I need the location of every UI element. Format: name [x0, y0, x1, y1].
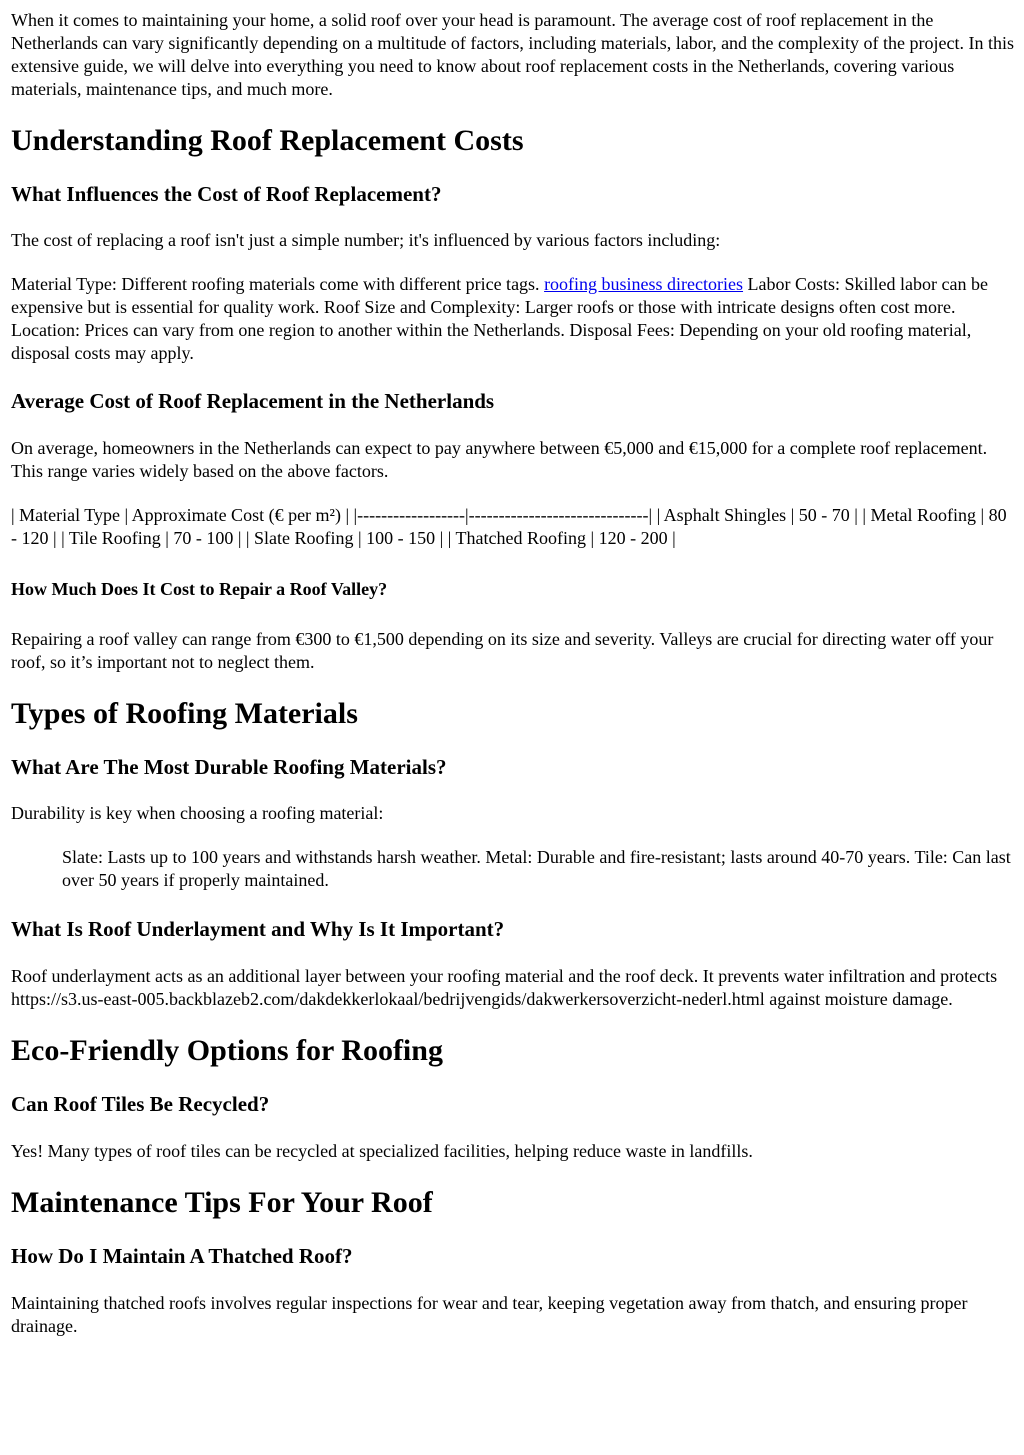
section-heading-materials: Types of Roofing Materials: [11, 697, 358, 730]
section-heading-eco: Eco-Friendly Options for Roofing: [11, 1034, 443, 1067]
question-influences: What Influences the Cost of Roof Replacement?: [11, 182, 442, 206]
intro-paragraph: When it comes to maintaining your home, a solid roof over your head is paramount. The average cost of roof replacement in the Netherlands can vary significantly depending on a multitude of factors, including materials, labor, and the complexity of the project. In this extensive guide, we will delve into everything you need to know about roof replacement costs in the Netherlands, covering various materials, maintenance tips, and much more.: [11, 10, 1014, 99]
durability-paragraph: Durability is key when choosing a roofing material:: [11, 803, 384, 823]
average-cost-paragraph: On average, homeowners in the Netherlands can expect to pay anywhere between €5,000 and €15,000 for a complete roof replacement. This range varies widely based on the above factors.: [11, 438, 988, 481]
question-recycle-tiles: Can Roof Tiles Be Recycled?: [11, 1092, 270, 1116]
question-durable-materials: What Are The Most Durable Roofing Materials?: [11, 755, 447, 779]
thatched-roof-paragraph: Maintaining thatched roofs involves regular inspections for wear and tear, keeping vegetation away from thatch, and ensuring proper drainage.: [11, 1293, 968, 1336]
durable-materials-list: Slate: Lasts up to 100 years and withstands harsh weather. Metal: Durable and fire-resistant; lasts around 40-70 years. Tile: Can last over 50 years if properly maintained.: [62, 847, 1011, 890]
question-underlayment: What Is Roof Underlayment and Why Is It Important?: [11, 917, 505, 941]
underlayment-paragraph: Roof underlayment acts as an additional layer between your roofing material and the roof deck. It prevents water infiltration and protects https://s3.us-east-005.backblazeb2.com/dakdekkerlokaal/bedrijvengids/dakwerkersoverzicht-nederl.html against moisture damage.: [11, 966, 998, 1009]
roofing-directories-link[interactable]: roofing business directories: [544, 274, 744, 294]
section-heading-costs: Understanding Roof Replacement Costs: [11, 124, 524, 157]
recycle-paragraph: Yes! Many types of roof tiles can be recycled at specialized facilities, helping reduce waste in landfills.: [11, 1141, 753, 1161]
roof-valley-paragraph: Repairing a roof valley can range from €300 to €1,500 depending on its size and severity. Valleys are crucial for directing water off your roof, so it’s important not to neglect them.: [11, 629, 994, 672]
factors-text-before: Material Type: Different roofing materials come with different price tags.: [11, 274, 545, 294]
question-average-cost: Average Cost of Roof Replacement in the Netherlands: [11, 389, 495, 413]
factors-text-after: Labor Costs: Skilled labor can be expensive but is essential for quality work. Roof Size and Complexity: Larger roofs or those with intricate designs often cost more. Location: Prices can vary from one region to another within the Netherlands. Disposal Fees: Depending on your old roofing material, disposal costs may apply.: [11, 274, 988, 363]
influences-intro-paragraph: The cost of replacing a roof isn't just a simple number; it's influenced by various factors including:: [11, 230, 721, 250]
question-thatched-roof: How Do I Maintain A Thatched Roof?: [11, 1244, 353, 1268]
material-cost-table-text: | Material Type | Approximate Cost (€ per m²) | |------------------|------------------------------| | Asphalt Shingles | 50 - 70 | | Metal Roofing | 80 - 120 | | Tile Roofing | 70 - 100 | | Slate Roofing | 100 - 150 | | Thatched Roofing | 120 - 200 |: [11, 505, 1007, 548]
question-roof-valley: How Much Does It Cost to Repair a Roof Valley?: [11, 579, 388, 599]
section-heading-maintenance: Maintenance Tips For Your Roof: [11, 1186, 433, 1219]
article-page: [0, 9, 1024, 1338]
factors-paragraph: [11, 273, 1014, 365]
